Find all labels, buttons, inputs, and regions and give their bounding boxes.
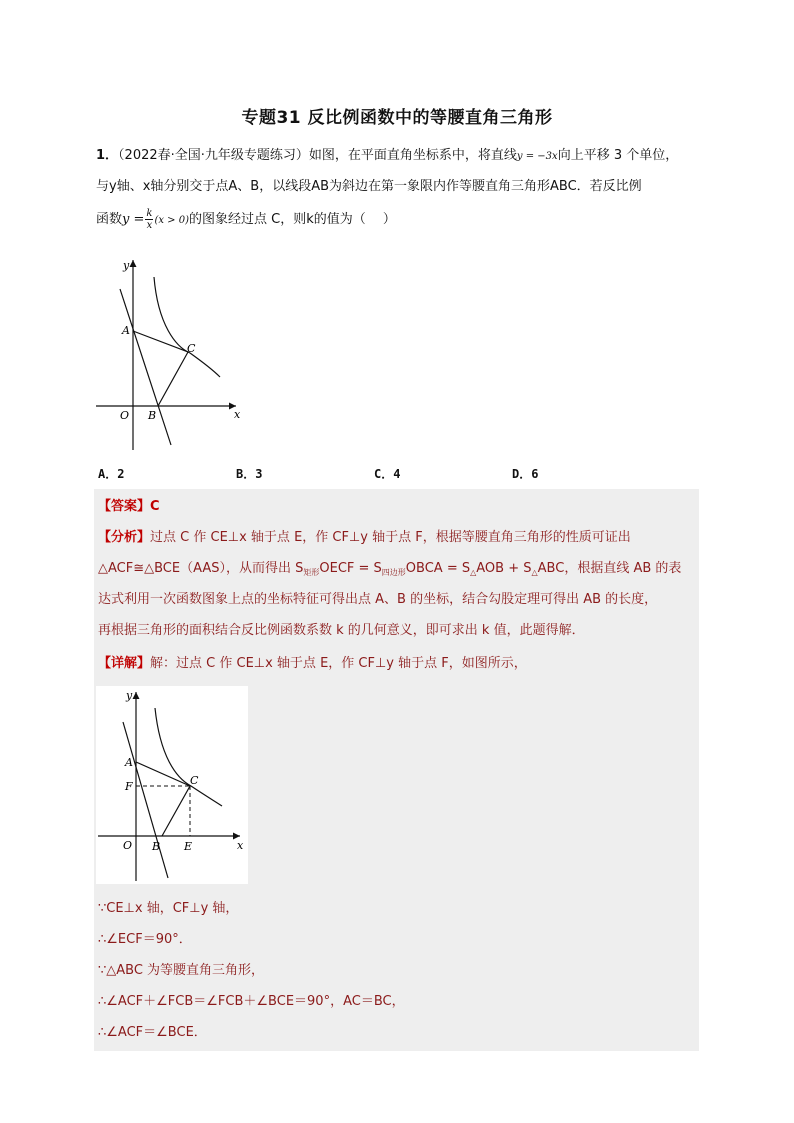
detail-step-4: ∴∠ACF＋∠FCB＝∠FCB＋∠BCE＝90°，AC＝BC，: [98, 994, 405, 1009]
label-c: C: [190, 774, 199, 787]
question-text: 函数: [96, 212, 123, 227]
analysis-line-2: [98, 559, 681, 583]
analysis-line-1: [98, 528, 631, 548]
detail-step-2: ∴∠ECF＝90°．: [98, 932, 192, 947]
answer-value: C: [150, 499, 160, 514]
question-text: 的图象经过点 C，则k的值为（ ）: [189, 212, 396, 227]
label-y: y: [126, 689, 133, 702]
analysis-line-3: 达式利用一次函数图象上点的坐标特征可得出点 A、B 的坐标，结合勾股定理可得出 AB 的长度，: [98, 592, 658, 607]
subscript: △: [531, 568, 538, 577]
detail-step-1: ∵CE⊥x 轴，CF⊥y 轴，: [98, 901, 239, 916]
line-equation: y = −3x: [516, 151, 558, 162]
label-x: x: [234, 408, 241, 421]
subscript: 矩形: [303, 568, 320, 577]
fraction-denominator: x: [146, 220, 153, 231]
question-line-1: [96, 146, 706, 167]
option-d[interactable]: D．6: [512, 467, 539, 481]
label-c: C: [187, 342, 196, 355]
label-e: E: [184, 840, 193, 853]
subscript: 四边形: [381, 568, 406, 577]
fraction: [145, 208, 153, 231]
question-line-2: 与y轴、x轴分别交于点A、B，以线段AB为斜边在第一象限内作等腰直角三角形ABC．若反比例: [96, 179, 642, 194]
hyperbola-curve: [154, 277, 220, 377]
detail-line-1: [98, 654, 527, 674]
figure-1: [96, 255, 246, 455]
label-x: x: [237, 839, 244, 852]
label-a: A: [122, 324, 130, 337]
analysis-text: △ACF≅△BCE（AAS），从而得出 S: [98, 561, 304, 576]
analysis-text: OECF = S: [319, 561, 382, 576]
analysis-text: ABC，根据直线 AB 的表: [537, 561, 682, 576]
question-text: 如图，在平面直角坐标系中，将直线: [308, 148, 517, 163]
option-a[interactable]: A．2: [98, 467, 125, 481]
triangle-abc: [133, 331, 188, 406]
option-b[interactable]: B．3: [236, 467, 263, 481]
domain-condition: (x > 0): [154, 215, 189, 226]
analysis-line-4: 再根据三角形的面积结合反比例函数系数 k 的几何意义，即可求出 k 值，此题得解．: [98, 623, 585, 638]
question-line-3: [96, 208, 706, 231]
question-text: 向上平移 3 个单位，: [557, 148, 679, 163]
detail-step-3: ∵△ABC 为等腰直角三角形，: [98, 963, 265, 978]
label-b: B: [148, 409, 157, 422]
label-a: A: [125, 756, 133, 769]
label-y: y: [123, 259, 130, 272]
answer-line: [98, 497, 160, 517]
question-source: （2022春·全国·九年级专题练习）: [118, 148, 309, 163]
analysis-text: AOB + S: [476, 561, 532, 576]
page-title: 专题31 反比例函数中的等腰直角三角形: [241, 108, 553, 128]
analysis-text: OBCA = S: [405, 561, 471, 576]
analysis-tag: 【分析】: [98, 530, 151, 545]
function-equation: y =: [122, 212, 145, 227]
detail-text: 解：过点 C 作 CE⊥x 轴于点 E，作 CF⊥y 轴于点 F，如图所示，: [150, 656, 527, 671]
answer-tag: 【答案】: [98, 499, 151, 514]
fraction-numerator: k: [146, 208, 153, 219]
detail-step-5: ∴∠ACF＝∠BCE．: [98, 1025, 207, 1040]
label-f: F: [125, 780, 133, 793]
subscript: △: [470, 568, 477, 577]
analysis-text: 过点 C 作 CE⊥x 轴于点 E，作 CF⊥y 轴于点 F，根据等腰直角三角形的性质可证出: [150, 530, 631, 545]
question-number: 1．: [96, 148, 119, 163]
label-b: B: [152, 840, 161, 853]
detail-tag: 【详解】: [98, 656, 151, 671]
label-o: O: [123, 839, 133, 852]
label-o: O: [120, 409, 130, 422]
option-c[interactable]: C．4: [374, 467, 401, 481]
figure-2: [96, 686, 248, 884]
